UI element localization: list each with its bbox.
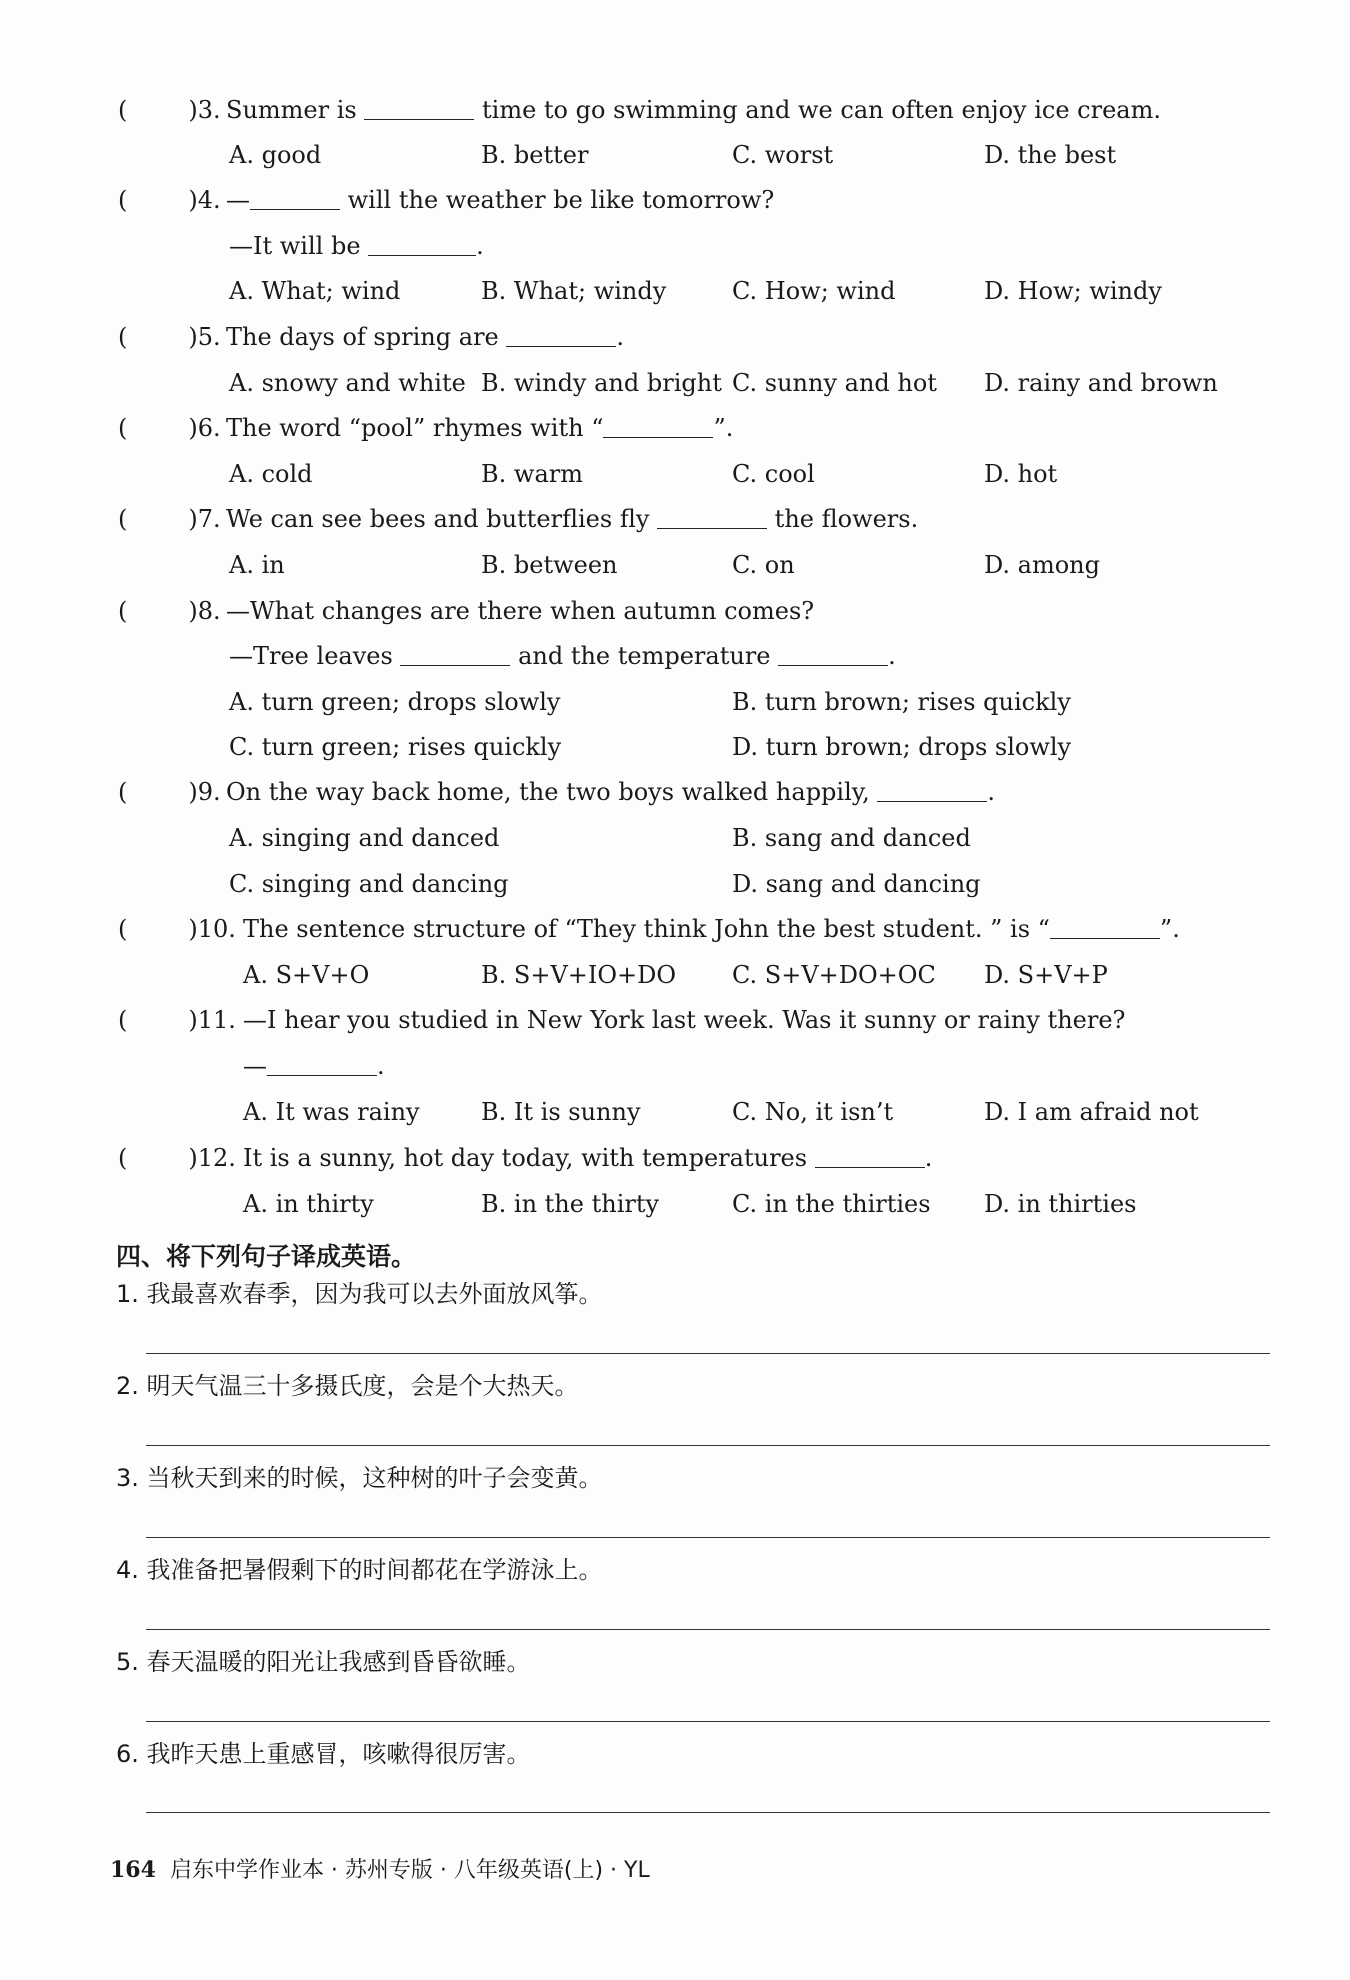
answer-blank[interactable] xyxy=(506,322,616,347)
answer-paren[interactable]: ( )7. xyxy=(118,505,221,533)
option-d[interactable]: D. How; windy xyxy=(984,277,1162,305)
option-b[interactable]: B. S+V+IO+DO xyxy=(481,961,677,989)
answer-blank[interactable] xyxy=(364,95,474,120)
question-stem: The word “pool” rhymes with “ ”. xyxy=(226,414,734,442)
translation-prompt: 5. 春天温暖的阳光让我感到昏昏欲睡。 xyxy=(116,1648,531,1676)
option-a[interactable]: A. turn green; drops slowly xyxy=(229,688,561,716)
option-a[interactable]: A. singing and danced xyxy=(229,824,500,852)
option-d[interactable]: D. hot xyxy=(984,460,1058,488)
answer-paren[interactable]: ( )11. xyxy=(118,1006,236,1034)
answer-blank[interactable] xyxy=(400,641,510,666)
option-b[interactable]: B. warm xyxy=(481,460,583,488)
page-footer xyxy=(110,1853,650,1884)
option-c[interactable]: C. worst xyxy=(732,141,834,169)
option-d[interactable]: D. turn brown; drops slowly xyxy=(732,733,1072,761)
answer-blank[interactable] xyxy=(1050,914,1160,939)
answer-paren[interactable]: ( )5. xyxy=(118,323,221,351)
option-c[interactable]: C. in the thirties xyxy=(732,1190,931,1218)
option-d[interactable]: D. in thirties xyxy=(984,1190,1137,1218)
translation-prompt: 3. 当秋天到来的时候，这种树的叶子会变黄。 xyxy=(116,1464,603,1492)
question-stem: The sentence structure of “They think John the best student. ” is “ ”. xyxy=(243,915,1180,943)
option-b[interactable]: B. windy and bright xyxy=(481,369,722,397)
option-b[interactable]: B. better xyxy=(481,141,589,169)
answer-line[interactable] xyxy=(146,1812,1270,1813)
option-d[interactable]: D. the best xyxy=(984,141,1117,169)
question-stem: On the way back home, the two boys walked happily, . xyxy=(226,778,996,806)
translation-prompt: 2. 明天气温三十多摄氏度，会是个大热天。 xyxy=(116,1372,579,1400)
answer-blank[interactable] xyxy=(877,777,987,802)
answer-blank[interactable] xyxy=(267,1051,377,1076)
option-c[interactable]: C. sunny and hot xyxy=(732,369,937,397)
option-b[interactable]: B. What; windy xyxy=(481,277,667,305)
answer-blank[interactable] xyxy=(815,1143,925,1168)
translation-prompt: 6. 我昨天患上重感冒，咳嗽得很厉害。 xyxy=(116,1740,531,1768)
option-a[interactable]: A. S+V+O xyxy=(243,961,370,989)
answer-paren[interactable]: ( )9. xyxy=(118,778,221,806)
question-line2: —It will be . xyxy=(229,232,484,260)
option-c[interactable]: C. singing and dancing xyxy=(229,870,509,898)
book-title: 启东中学作业本 · 苏州专版 · 八年级英语(上) · YL xyxy=(169,1858,650,1883)
option-a[interactable]: A. cold xyxy=(229,460,313,488)
option-d[interactable]: D. I am afraid not xyxy=(984,1098,1199,1126)
option-a[interactable]: A. What; wind xyxy=(229,277,401,305)
translation-prompt: 4. 我准备把暑假剩下的时间都花在学游泳上。 xyxy=(116,1556,603,1584)
option-a[interactable]: A. in thirty xyxy=(243,1190,374,1218)
answer-line[interactable] xyxy=(146,1629,1270,1630)
page-number: 164 xyxy=(110,1857,156,1883)
answer-paren[interactable]: ( )12. xyxy=(118,1144,236,1172)
option-b[interactable]: B. in the thirty xyxy=(481,1190,660,1218)
option-d[interactable]: D. rainy and brown xyxy=(984,369,1218,397)
option-c[interactable]: C. No, it isn’t xyxy=(732,1098,894,1126)
option-c[interactable]: C. S+V+DO+OC xyxy=(732,961,936,989)
option-c[interactable]: C. turn green; rises quickly xyxy=(229,733,562,761)
answer-line[interactable] xyxy=(146,1721,1270,1722)
option-a[interactable]: A. It was rainy xyxy=(243,1098,420,1126)
answer-line[interactable] xyxy=(146,1445,1270,1446)
translation-prompt: 1. 我最喜欢春季，因为我可以去外面放风筝。 xyxy=(116,1280,603,1308)
answer-line[interactable] xyxy=(146,1537,1270,1538)
option-b[interactable]: B. sang and danced xyxy=(732,824,971,852)
option-b[interactable]: B. It is sunny xyxy=(481,1098,641,1126)
answer-paren[interactable]: ( )6. xyxy=(118,414,221,442)
question-line2: — . xyxy=(243,1052,385,1080)
question-stem: — will the weather be like tomorrow? xyxy=(226,186,775,214)
option-d[interactable]: D. among xyxy=(984,551,1100,579)
section-title: 四、将下列句子译成英语。 xyxy=(116,1242,417,1271)
answer-line[interactable] xyxy=(146,1353,1270,1354)
answer-paren[interactable]: ( )10. xyxy=(118,915,236,943)
option-b[interactable]: B. between xyxy=(481,551,618,579)
question-stem: It is a sunny, hot day today, with temperatures . xyxy=(243,1144,933,1172)
answer-blank[interactable] xyxy=(250,185,340,210)
answer-blank[interactable] xyxy=(657,504,767,529)
option-d[interactable]: D. sang and dancing xyxy=(732,870,981,898)
option-a[interactable]: A. in xyxy=(229,551,285,579)
answer-blank[interactable] xyxy=(368,231,476,256)
answer-paren[interactable]: ( )3. xyxy=(118,96,221,124)
answer-blank[interactable] xyxy=(778,641,888,666)
question-stem: —What changes are there when autumn comes? xyxy=(226,597,815,625)
question-stem: —I hear you studied in New York last week. Was it sunny or rainy there? xyxy=(243,1006,1126,1034)
question-line2: —Tree leaves and the temperature . xyxy=(229,642,896,670)
option-c[interactable]: C. How; wind xyxy=(732,277,896,305)
option-c[interactable]: C. cool xyxy=(732,460,815,488)
answer-blank[interactable] xyxy=(603,413,713,438)
option-a[interactable]: A. good xyxy=(229,141,322,169)
question-stem: The days of spring are . xyxy=(226,323,624,351)
question-stem: We can see bees and butterflies fly the flowers. xyxy=(226,505,919,533)
question-stem: Summer is time to go swimming and we can often enjoy ice cream. xyxy=(226,96,1161,124)
option-c[interactable]: C. on xyxy=(732,551,795,579)
answer-paren[interactable]: ( )4. xyxy=(118,186,221,214)
option-d[interactable]: D. S+V+P xyxy=(984,961,1108,989)
option-b[interactable]: B. turn brown; rises quickly xyxy=(732,688,1071,716)
option-a[interactable]: A. snowy and white xyxy=(229,369,466,397)
answer-paren[interactable]: ( )8. xyxy=(118,597,221,625)
